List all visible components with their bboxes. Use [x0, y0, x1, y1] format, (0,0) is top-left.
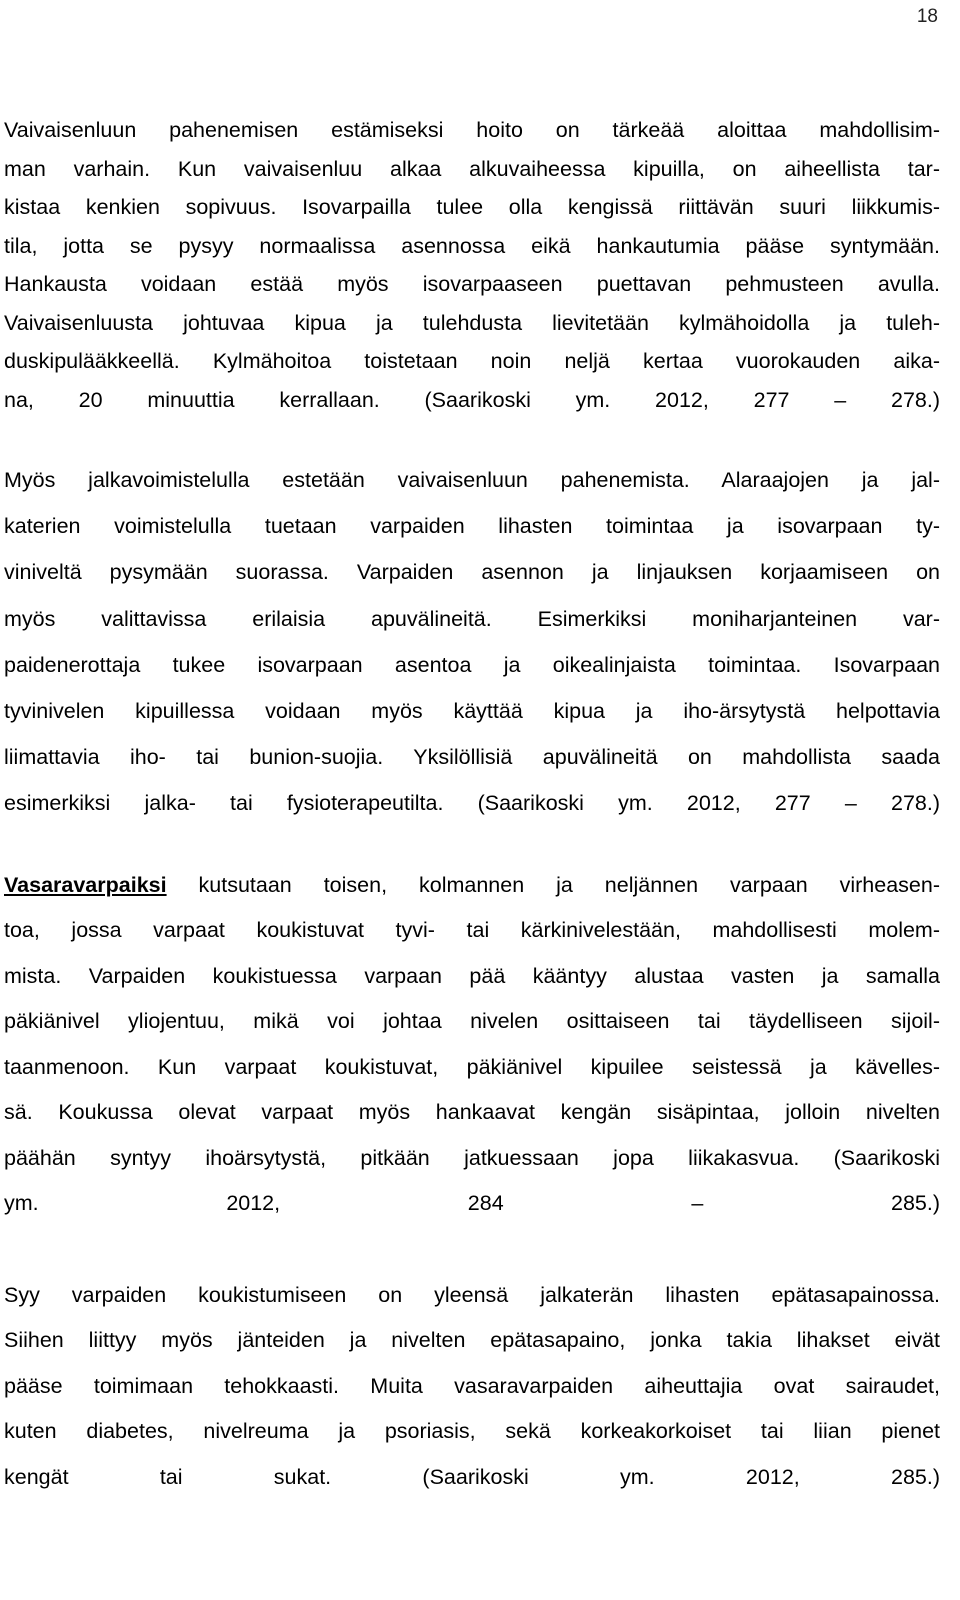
page-body — [4, 111, 940, 1500]
text-line: Vaivaisenluusta johtuvaa kipua ja tulehdusta lievitetään kylmähoidolla ja tuleh- — [4, 310, 940, 335]
term-hammer-toes: Vasaravarpaiksi — [4, 872, 167, 897]
text-line: Myös jalkavoimistelulla estetään vaivaisenluun pahenemista. Alaraajojen ja jal- — [4, 468, 940, 492]
text-line: kuten diabetes, nivelreuma ja psoriasis, sekä korkeakorkoiset tai liian pienet — [4, 1419, 940, 1443]
text-line: Siihen liittyy myös jänteiden ja nivelten epätasapaino, jonka takia lihakset eivät — [4, 1328, 940, 1352]
paragraph-foot-exercises — [4, 457, 940, 827]
paragraph-hammer-toes — [4, 863, 940, 1227]
text-line: päähän syntyy ihoärsytystä, pitkään jatkuessaan jopa liikakasvua. (Saarikoski — [4, 1145, 940, 1170]
text-line: ym. 2012, 284 – 285.) — [4, 1191, 940, 1215]
text-line: myös valittavissa erilaisia apuvälineitä. Esimerkiksi moniharjanteinen var- — [4, 606, 940, 631]
text-line: duskipulääkkeellä. Kylmähoitoa toistetaan noin neljä kertaa vuorokauden aika- — [4, 349, 940, 373]
text-line: katerien voimistelulla tuetaan varpaiden lihasten toimintaa ja isovarpaan ty- — [4, 514, 940, 539]
text-line: na, 20 minuuttia kerrallaan. (Saarikoski ym. 2012, 277 – 278.) — [4, 387, 940, 412]
text-line: tyvinivelen kipuillessa voidaan myös käyttää kipua ja iho-ärsytystä helpottavia — [4, 698, 940, 723]
text-line: Vaivaisenluun pahenemisen estämiseksi hoito on tärkeää aloittaa mahdollisim- — [4, 118, 940, 142]
text-line: taanmenoon. Kun varpaat koukistuvat, päkiänivel kipuilee seistessä ja kävelles- — [4, 1054, 940, 1079]
text-line — [4, 863, 940, 909]
text-line: viniveltä pysymään suorassa. Varpaiden asennon ja linjauksen korjaamiseen on — [4, 560, 940, 585]
text-line: sä. Koukussa olevat varpaat myös hankaavat kengän sisäpintaa, jolloin nivelten — [4, 1100, 940, 1124]
paragraph-causes — [4, 1273, 940, 1501]
text-line: man varhain. Kun vaivaisenluu alkaa alkuvaiheessa kipuilla, on aiheellista tar- — [4, 156, 940, 181]
text-line: kengät tai sukat. (Saarikoski ym. 2012, 285.) — [4, 1464, 940, 1489]
text-line: Hankausta voidaan estää myös isovarpaaseen puettavan pehmusteen avulla. — [4, 272, 940, 296]
text-line: kistaa kenkien sopivuus. Isovarpailla tulee olla kengissä riittävän suuri liikkumis- — [4, 195, 940, 219]
text-line: mista. Varpaiden koukistuessa varpaan pää kääntyy alustaa vasten ja samalla — [4, 963, 940, 988]
text-fragment: kutsutaan toisen, kolmannen ja neljännen varpaan virheasen- — [166, 872, 940, 897]
text-line: esimerkiksi jalka- tai fysioterapeutilta. (Saarikoski ym. 2012, 277 – 278.) — [4, 791, 940, 816]
text-line: toa, jossa varpaat koukistuvat tyvi- tai kärkinivelestään, mahdollisesti molem- — [4, 918, 940, 942]
paragraph-bunion-treatment — [4, 111, 940, 419]
text-line: tila, jotta se pysyy normaalissa asennossa eikä hankautumia pääse syntymään. — [4, 233, 940, 258]
text-line: paidenerottaja tukee isovarpaan asentoa ja oikealinjaista toimintaa. Isovarpaan — [4, 652, 940, 677]
text-line: Syy varpaiden koukistumiseen on yleensä jalkaterän lihasten epätasapainossa. — [4, 1282, 940, 1307]
text-line: liimattavia iho- tai bunion-suojia. Yksilöllisiä apuvälineitä on mahdollista saada — [4, 745, 940, 770]
page-number: 18 — [916, 6, 938, 27]
text-line: päkiänivel yliojentuu, mikä voi johtaa nivelen osittaiseen tai täydelliseen sijoil- — [4, 1009, 940, 1033]
text-line: pääse toimimaan tehokkaasti. Muita vasaravarpaiden aiheuttajia ovat sairaudet, — [4, 1373, 940, 1398]
